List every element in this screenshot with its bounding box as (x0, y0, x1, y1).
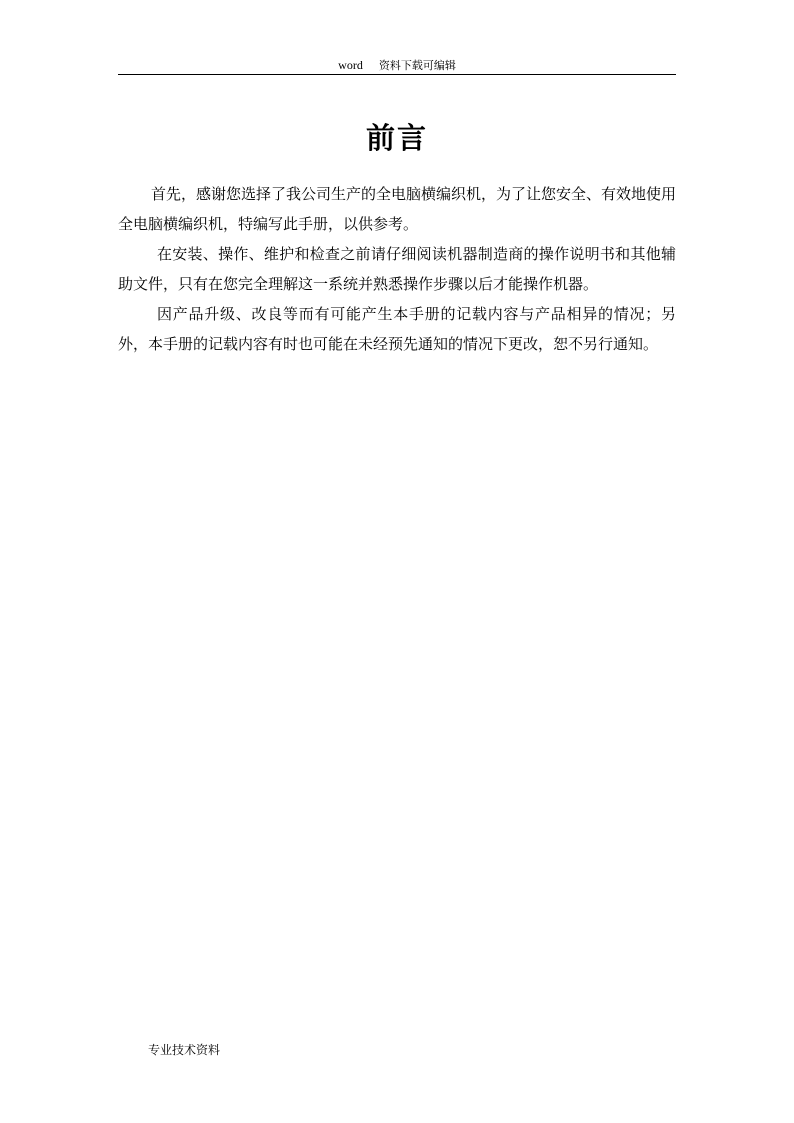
paragraph-intro: 首先，感谢您选择了我公司生产的全电脑横编织机，为了让您安全、有效地使用全电脑横编织机，特编写此手册，以供参考。 (118, 185, 677, 233)
header-label: 资料下载可编辑 (378, 59, 456, 72)
page-footer: 专业技术资料 (148, 1043, 221, 1057)
paragraph-instructions: 在安装、操作、维护和检查之前请仔细阅读机器制造商的操作说明书和其他辅助文件，只有在您完全理解这一系统并熟悉操作步骤以后才能操作机器。 (118, 245, 676, 293)
page-header (118, 57, 676, 75)
paragraph-disclaimer: 因产品升级、改良等而有可能产生本手册的记载内容与产品相异的情况；另外，本手册的记载内容有时也可能在未经预先通知的情况下更改，恕不另行通知。 (118, 305, 676, 353)
header-word: word (338, 58, 363, 72)
page-title: 前言 (365, 121, 428, 155)
body-text (118, 179, 676, 359)
